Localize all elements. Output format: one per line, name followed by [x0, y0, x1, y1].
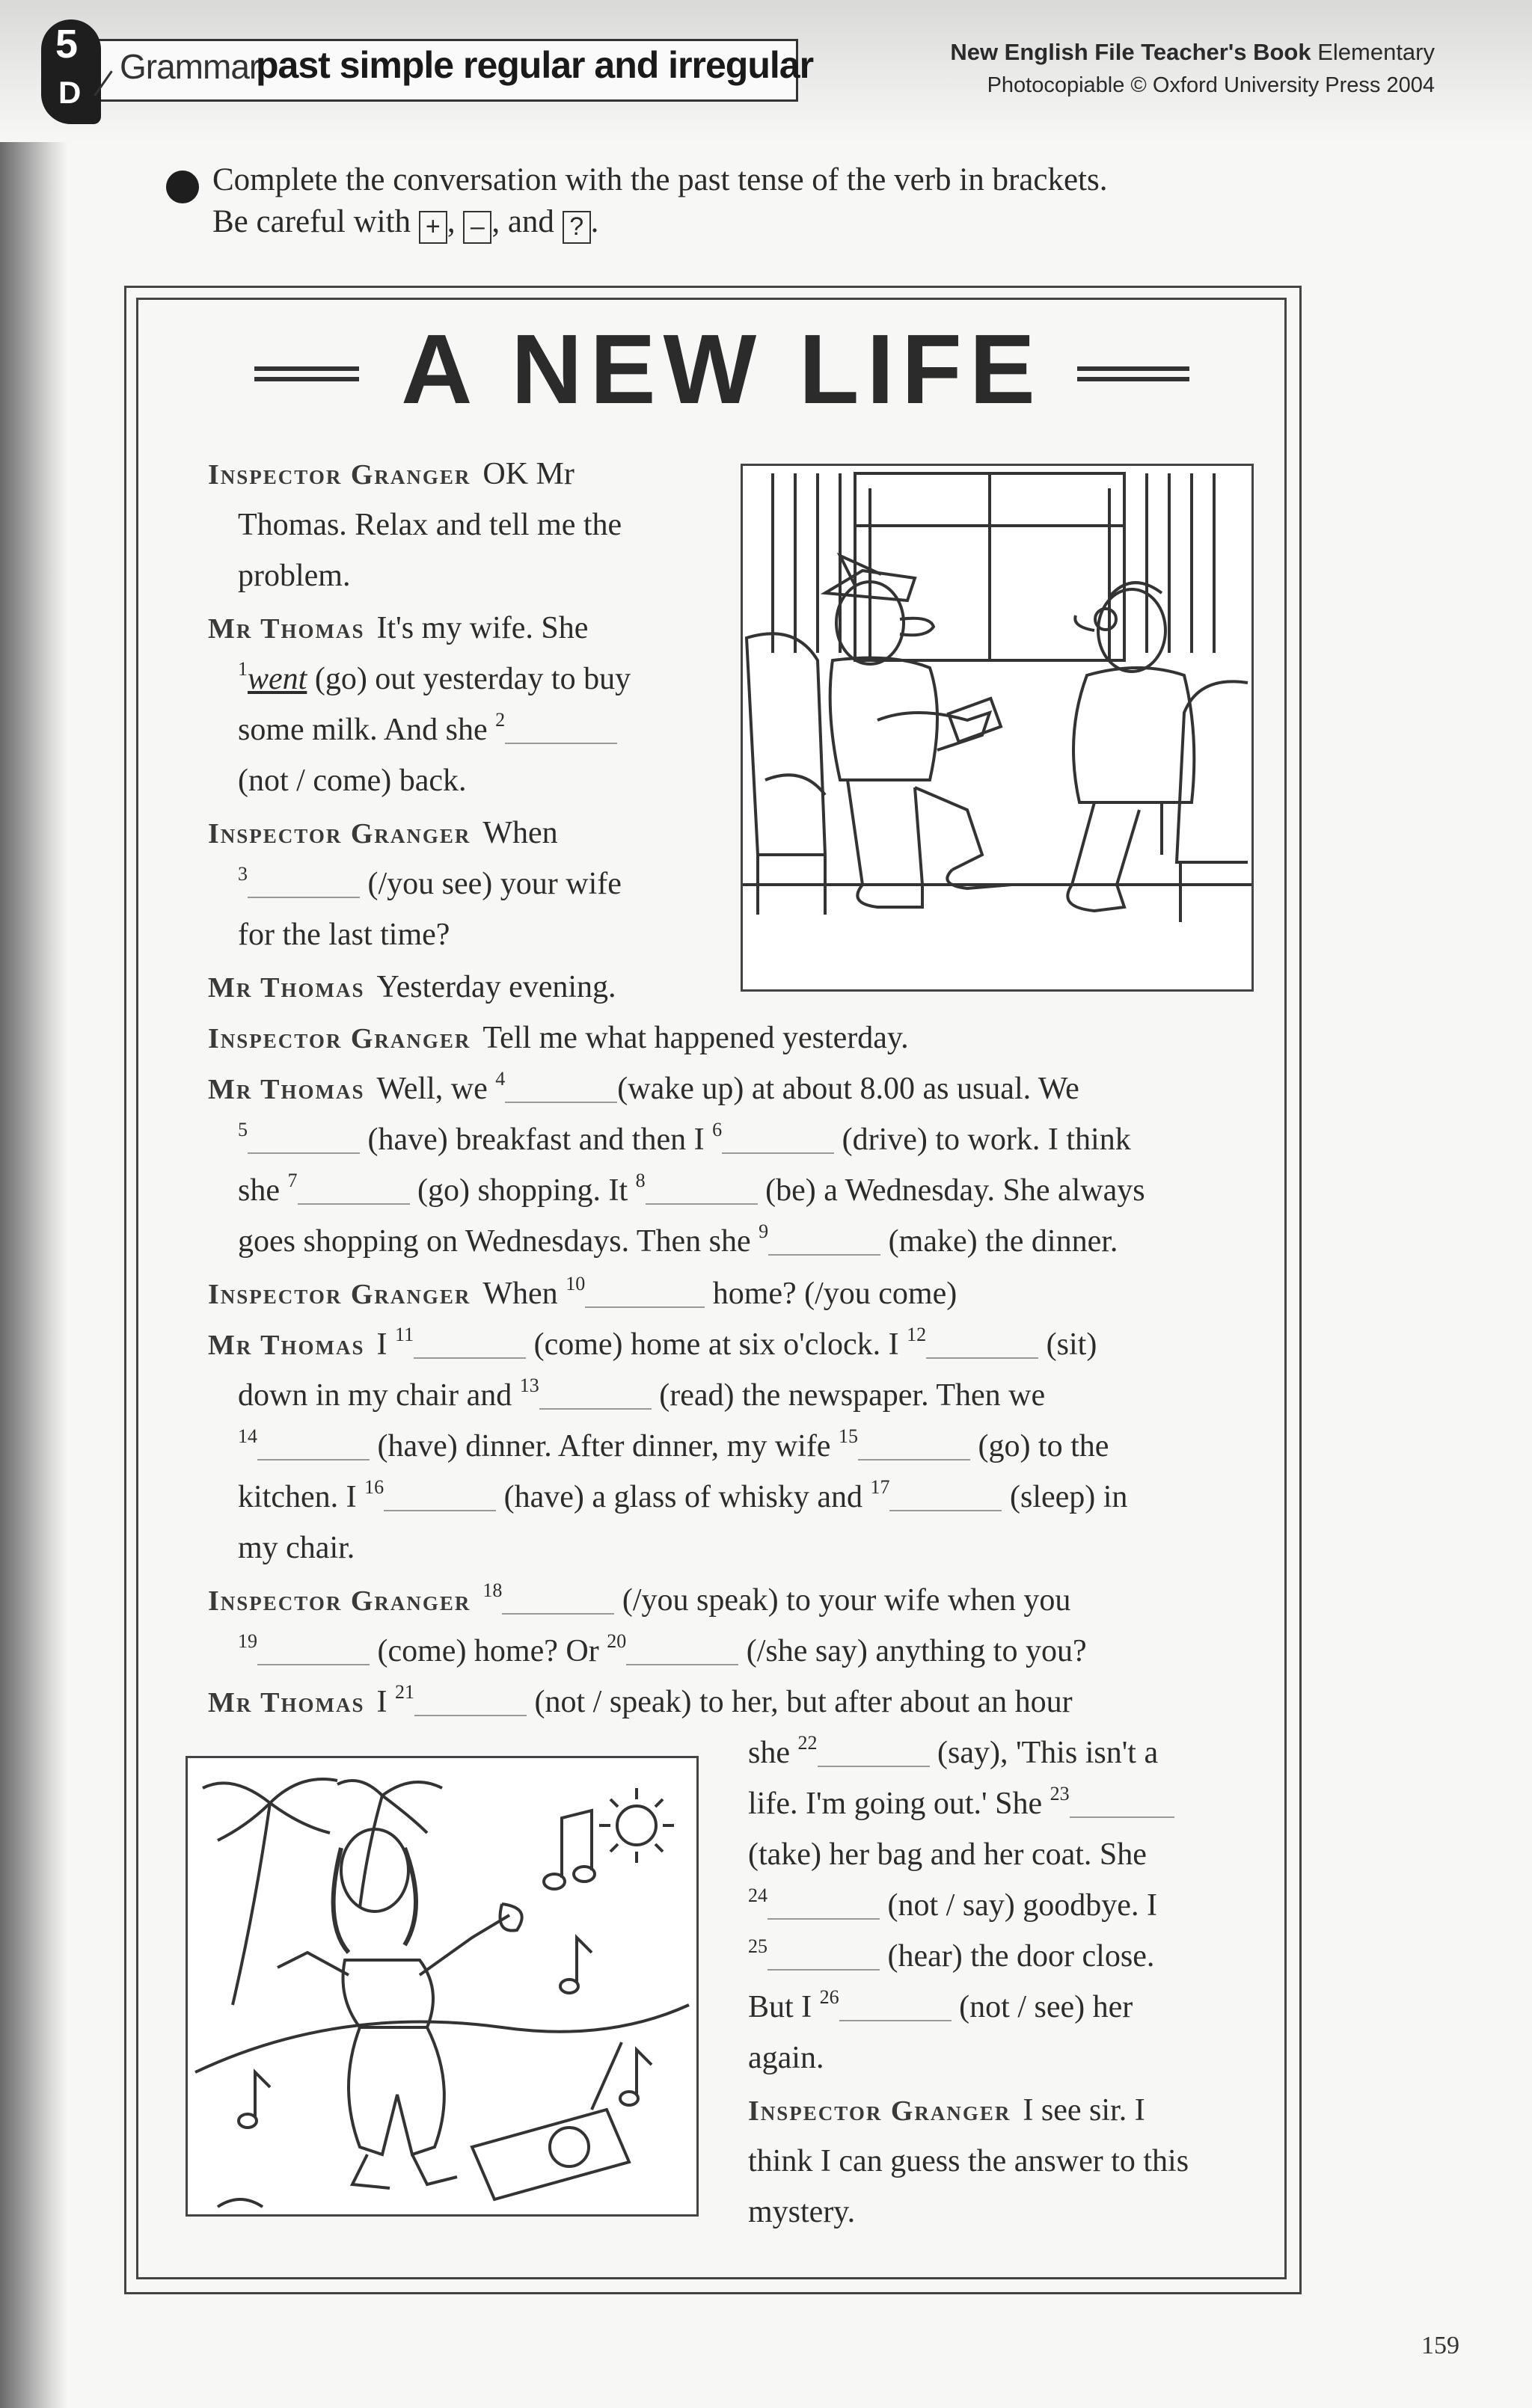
- dialogue-line: [208, 1068, 1079, 1107]
- gap-number: 1: [238, 658, 248, 680]
- dialogue-line: (take) her bag and her coat. She: [748, 1837, 1147, 1872]
- answer-blank[interactable]: [298, 1178, 410, 1205]
- line-text: I: [376, 1327, 396, 1362]
- dialogue-line: [238, 709, 617, 748]
- line-text: Tell me what happened yesterday.: [482, 1021, 909, 1055]
- line-text: (drive) to work. I think: [834, 1122, 1131, 1157]
- dialogue-line: [238, 1119, 1131, 1158]
- answer-blank[interactable]: [248, 871, 360, 898]
- dialogue-line: [208, 1681, 1073, 1720]
- line-text: goes shopping on Wednesdays. Then she: [238, 1224, 759, 1259]
- line-text: (/you see) your wife: [360, 867, 622, 901]
- gap-number: 11: [395, 1324, 414, 1345]
- gap-number: 18: [482, 1579, 503, 1601]
- beach-party-cartoon: [188, 1758, 696, 2214]
- answer-blank[interactable]: [768, 1229, 880, 1256]
- dialogue-line: [208, 1579, 1071, 1618]
- answer-blank[interactable]: [414, 1689, 527, 1716]
- line-text: she: [748, 1736, 798, 1770]
- dialogue-line: think I can guess the answer to this: [748, 2144, 1189, 2178]
- line-text: home? (/you come): [705, 1277, 958, 1311]
- line-text: (have) a glass of whisky and: [496, 1480, 871, 1514]
- line-text: I: [376, 1685, 396, 1719]
- dialogue-line: problem.: [238, 559, 351, 593]
- story-title: A NEW LIFE: [401, 314, 1043, 424]
- dialogue-line: my chair.: [238, 1531, 355, 1565]
- speaker-granger: Inspector Granger: [208, 459, 471, 491]
- speaker-thomas: Mr Thomas: [208, 613, 365, 645]
- instruction-bullet: [166, 171, 199, 203]
- dialogue-line: [238, 863, 622, 902]
- dialogue-line: [208, 815, 558, 851]
- title-rule-right-1: [1077, 366, 1189, 371]
- gap-number: 25: [748, 1935, 767, 1957]
- answer-blank[interactable]: [839, 1994, 952, 2021]
- line-text: (have) dinner. After dinner, my wife: [370, 1429, 839, 1463]
- instruction-separator: ,: [447, 204, 456, 239]
- story-title-block: [254, 313, 1189, 425]
- dialogue-line: again.: [748, 2041, 824, 2075]
- gap-number: 6: [712, 1119, 723, 1140]
- gap-number: 12: [907, 1324, 927, 1345]
- line-text: (not / say) goodbye. I: [880, 1888, 1157, 1923]
- gap-number: 24: [748, 1885, 767, 1906]
- answer-blank[interactable]: [646, 1178, 758, 1205]
- line-text: down in my chair and: [238, 1378, 520, 1413]
- answer-blank[interactable]: [1070, 1791, 1174, 1818]
- line-text: (go) out yesterday to buy: [307, 662, 631, 696]
- dialogue-line: [208, 1273, 958, 1312]
- dialogue-line: [238, 1425, 1109, 1464]
- dialogue-line: [208, 610, 588, 646]
- answer-blank[interactable]: [722, 1127, 834, 1154]
- line-text: When: [482, 1277, 566, 1311]
- dialogue-line: [208, 456, 574, 492]
- interview-illustration: [741, 464, 1254, 992]
- section-label: Grammar: [120, 47, 260, 86]
- dialogue-line: [748, 2092, 1145, 2128]
- speaker-granger: Inspector Granger: [208, 1279, 471, 1310]
- dialogue-line: [238, 1476, 1128, 1515]
- line-text: (have) breakfast and then I: [360, 1122, 713, 1157]
- answer-blank[interactable]: [926, 1332, 1038, 1359]
- dialogue-line: [748, 1885, 1157, 1923]
- line-text: (make) the dinner.: [880, 1224, 1118, 1259]
- unit-number: 5: [55, 22, 79, 67]
- dialogue-line: Thomas. Relax and tell me the: [238, 508, 622, 542]
- gap-number: 15: [838, 1425, 858, 1447]
- book-title: [950, 39, 1435, 66]
- gap-number: 26: [819, 1986, 839, 2008]
- dialogue-line: mystery.: [748, 2195, 856, 2229]
- line-text: (/she say) anything to you?: [738, 1634, 1087, 1668]
- speaker-thomas: Mr Thomas: [208, 972, 365, 1004]
- answer-blank[interactable]: [414, 1332, 526, 1359]
- beach-party-illustration: [186, 1756, 699, 2217]
- dialogue-line: [748, 1732, 1159, 1771]
- answer-blank[interactable]: [248, 1127, 360, 1154]
- line-text: (not / speak) to her, but after about an hour: [527, 1685, 1073, 1719]
- line-text: (/you speak) to your wife when you: [614, 1583, 1071, 1618]
- title-rule-left-2: [254, 377, 359, 381]
- dialogue-line: [238, 658, 631, 697]
- plus-symbol-box: +: [419, 211, 447, 244]
- speaker-granger: Inspector Granger: [208, 1585, 471, 1617]
- dialogue-line: [208, 1020, 909, 1056]
- answer-blank[interactable]: [384, 1484, 496, 1511]
- answer-blank[interactable]: [889, 1484, 1002, 1511]
- dialogue-line: [748, 1935, 1155, 1974]
- line-text: (go) to the: [969, 1429, 1109, 1463]
- line-text: (not / see) her: [951, 1990, 1133, 2024]
- line-text: (be) a Wednesday. She always: [757, 1173, 1145, 1208]
- answer-blank[interactable]: [767, 1944, 880, 1971]
- gap-number: 4: [495, 1068, 506, 1090]
- gap-number: 5: [238, 1119, 248, 1140]
- page-gutter-shadow: [0, 0, 67, 2408]
- answer-blank[interactable]: [818, 1740, 930, 1767]
- book-level: Elementary: [1311, 39, 1435, 65]
- answer-blank[interactable]: [505, 1076, 617, 1103]
- gap-number: 10: [566, 1273, 586, 1294]
- answer-blank[interactable]: [502, 1588, 614, 1615]
- dialogue-line: [208, 969, 616, 1005]
- instruction-end: .: [590, 204, 599, 239]
- line-text: (sleep) in: [1002, 1480, 1128, 1514]
- dialogue-line: (not / come) back.: [238, 764, 467, 798]
- gap-number: 13: [519, 1375, 539, 1396]
- speaker-thomas: Mr Thomas: [208, 1074, 365, 1105]
- gap-number: 7: [287, 1170, 298, 1191]
- answer-blank[interactable]: [626, 1638, 738, 1665]
- answer-blank[interactable]: [539, 1383, 652, 1410]
- speaker-thomas: Mr Thomas: [208, 1330, 365, 1361]
- title-rule-right-2: [1077, 377, 1189, 381]
- gap-number: 17: [870, 1476, 890, 1498]
- speaker-granger: Inspector Granger: [748, 2095, 1011, 2127]
- line-text: OK Mr: [482, 457, 574, 491]
- dialogue-line: for the last time?: [238, 918, 450, 952]
- line-text: she: [238, 1173, 288, 1208]
- instruction-line-2: [212, 203, 598, 244]
- title-rule-left-1: [254, 366, 359, 371]
- answer-blank[interactable]: [585, 1281, 705, 1308]
- line-text: (sit): [1038, 1327, 1097, 1362]
- unit-letter: D: [58, 75, 82, 110]
- gap-number: 16: [364, 1476, 384, 1498]
- example-answer: went: [248, 662, 307, 696]
- line-text: (wake up) at about 8.00 as usual. We: [617, 1072, 1079, 1106]
- gap-number: 3: [238, 863, 248, 885]
- line-text: It's my wife. She: [376, 611, 589, 645]
- gap-number: 8: [635, 1170, 646, 1191]
- gap-number: 9: [759, 1220, 769, 1242]
- instruction-line-1: Complete the conversation with the past tense of the verb in brackets.: [212, 162, 1108, 197]
- speaker-granger: Inspector Granger: [208, 1023, 471, 1054]
- question-symbol-box: ?: [563, 211, 591, 244]
- line-text: Yesterday evening.: [376, 970, 616, 1004]
- dialogue-line: [208, 1324, 1097, 1363]
- speaker-thomas: Mr Thomas: [208, 1687, 365, 1719]
- line-text: (read) the newspaper. Then we: [651, 1378, 1046, 1413]
- line-text: (come) home? Or: [370, 1634, 607, 1668]
- copyright-note: Photocopiable © Oxford University Press 2004: [987, 73, 1435, 97]
- gap-number: 21: [395, 1681, 415, 1703]
- page-number: 159: [1421, 2332, 1459, 2359]
- gap-number: 20: [607, 1630, 627, 1652]
- instruction-separator: , and: [491, 204, 554, 239]
- line-text: (come) home at six o'clock. I: [526, 1327, 907, 1362]
- dialogue-line: [748, 1986, 1133, 2025]
- book-title-bold: New English File Teacher's Book: [950, 39, 1311, 65]
- line-text: When: [482, 816, 558, 850]
- living-room-interview-cartoon: [743, 466, 1251, 989]
- line-text: some milk. And she: [238, 713, 496, 747]
- dialogue-line: [238, 1220, 1118, 1259]
- line-text: (hear) the door close.: [880, 1939, 1155, 1974]
- gap-number: 19: [238, 1630, 257, 1652]
- line-text: Well, we: [376, 1072, 496, 1106]
- line-text: life. I'm going out.' She: [748, 1787, 1050, 1821]
- answer-blank[interactable]: [858, 1434, 970, 1461]
- instruction-prefix: Be careful with: [212, 204, 411, 239]
- speaker-granger: Inspector Granger: [208, 818, 471, 850]
- line-text: I see sir. I: [1023, 2093, 1145, 2128]
- answer-blank[interactable]: [505, 717, 617, 744]
- minus-symbol-box: –: [463, 211, 491, 244]
- dialogue-line: [238, 1377, 1045, 1413]
- line-text: But I: [748, 1990, 820, 2024]
- answer-blank[interactable]: [257, 1638, 370, 1665]
- dialogue-line: [238, 1630, 1087, 1669]
- gap-number: 23: [1050, 1783, 1070, 1805]
- grammar-topic: past simple regular and irregular: [256, 44, 814, 86]
- dialogue-line: [748, 1783, 1174, 1822]
- line-text: (say), 'This isn't a: [929, 1736, 1159, 1770]
- gap-number: 2: [495, 709, 506, 731]
- line-text: kitchen. I: [238, 1480, 365, 1514]
- dialogue-line: [238, 1170, 1145, 1208]
- gap-number: 22: [797, 1732, 818, 1754]
- answer-blank[interactable]: [767, 1893, 880, 1920]
- gap-number: 14: [238, 1425, 257, 1447]
- line-text: (go) shopping. It: [409, 1173, 636, 1208]
- answer-blank[interactable]: [257, 1434, 370, 1461]
